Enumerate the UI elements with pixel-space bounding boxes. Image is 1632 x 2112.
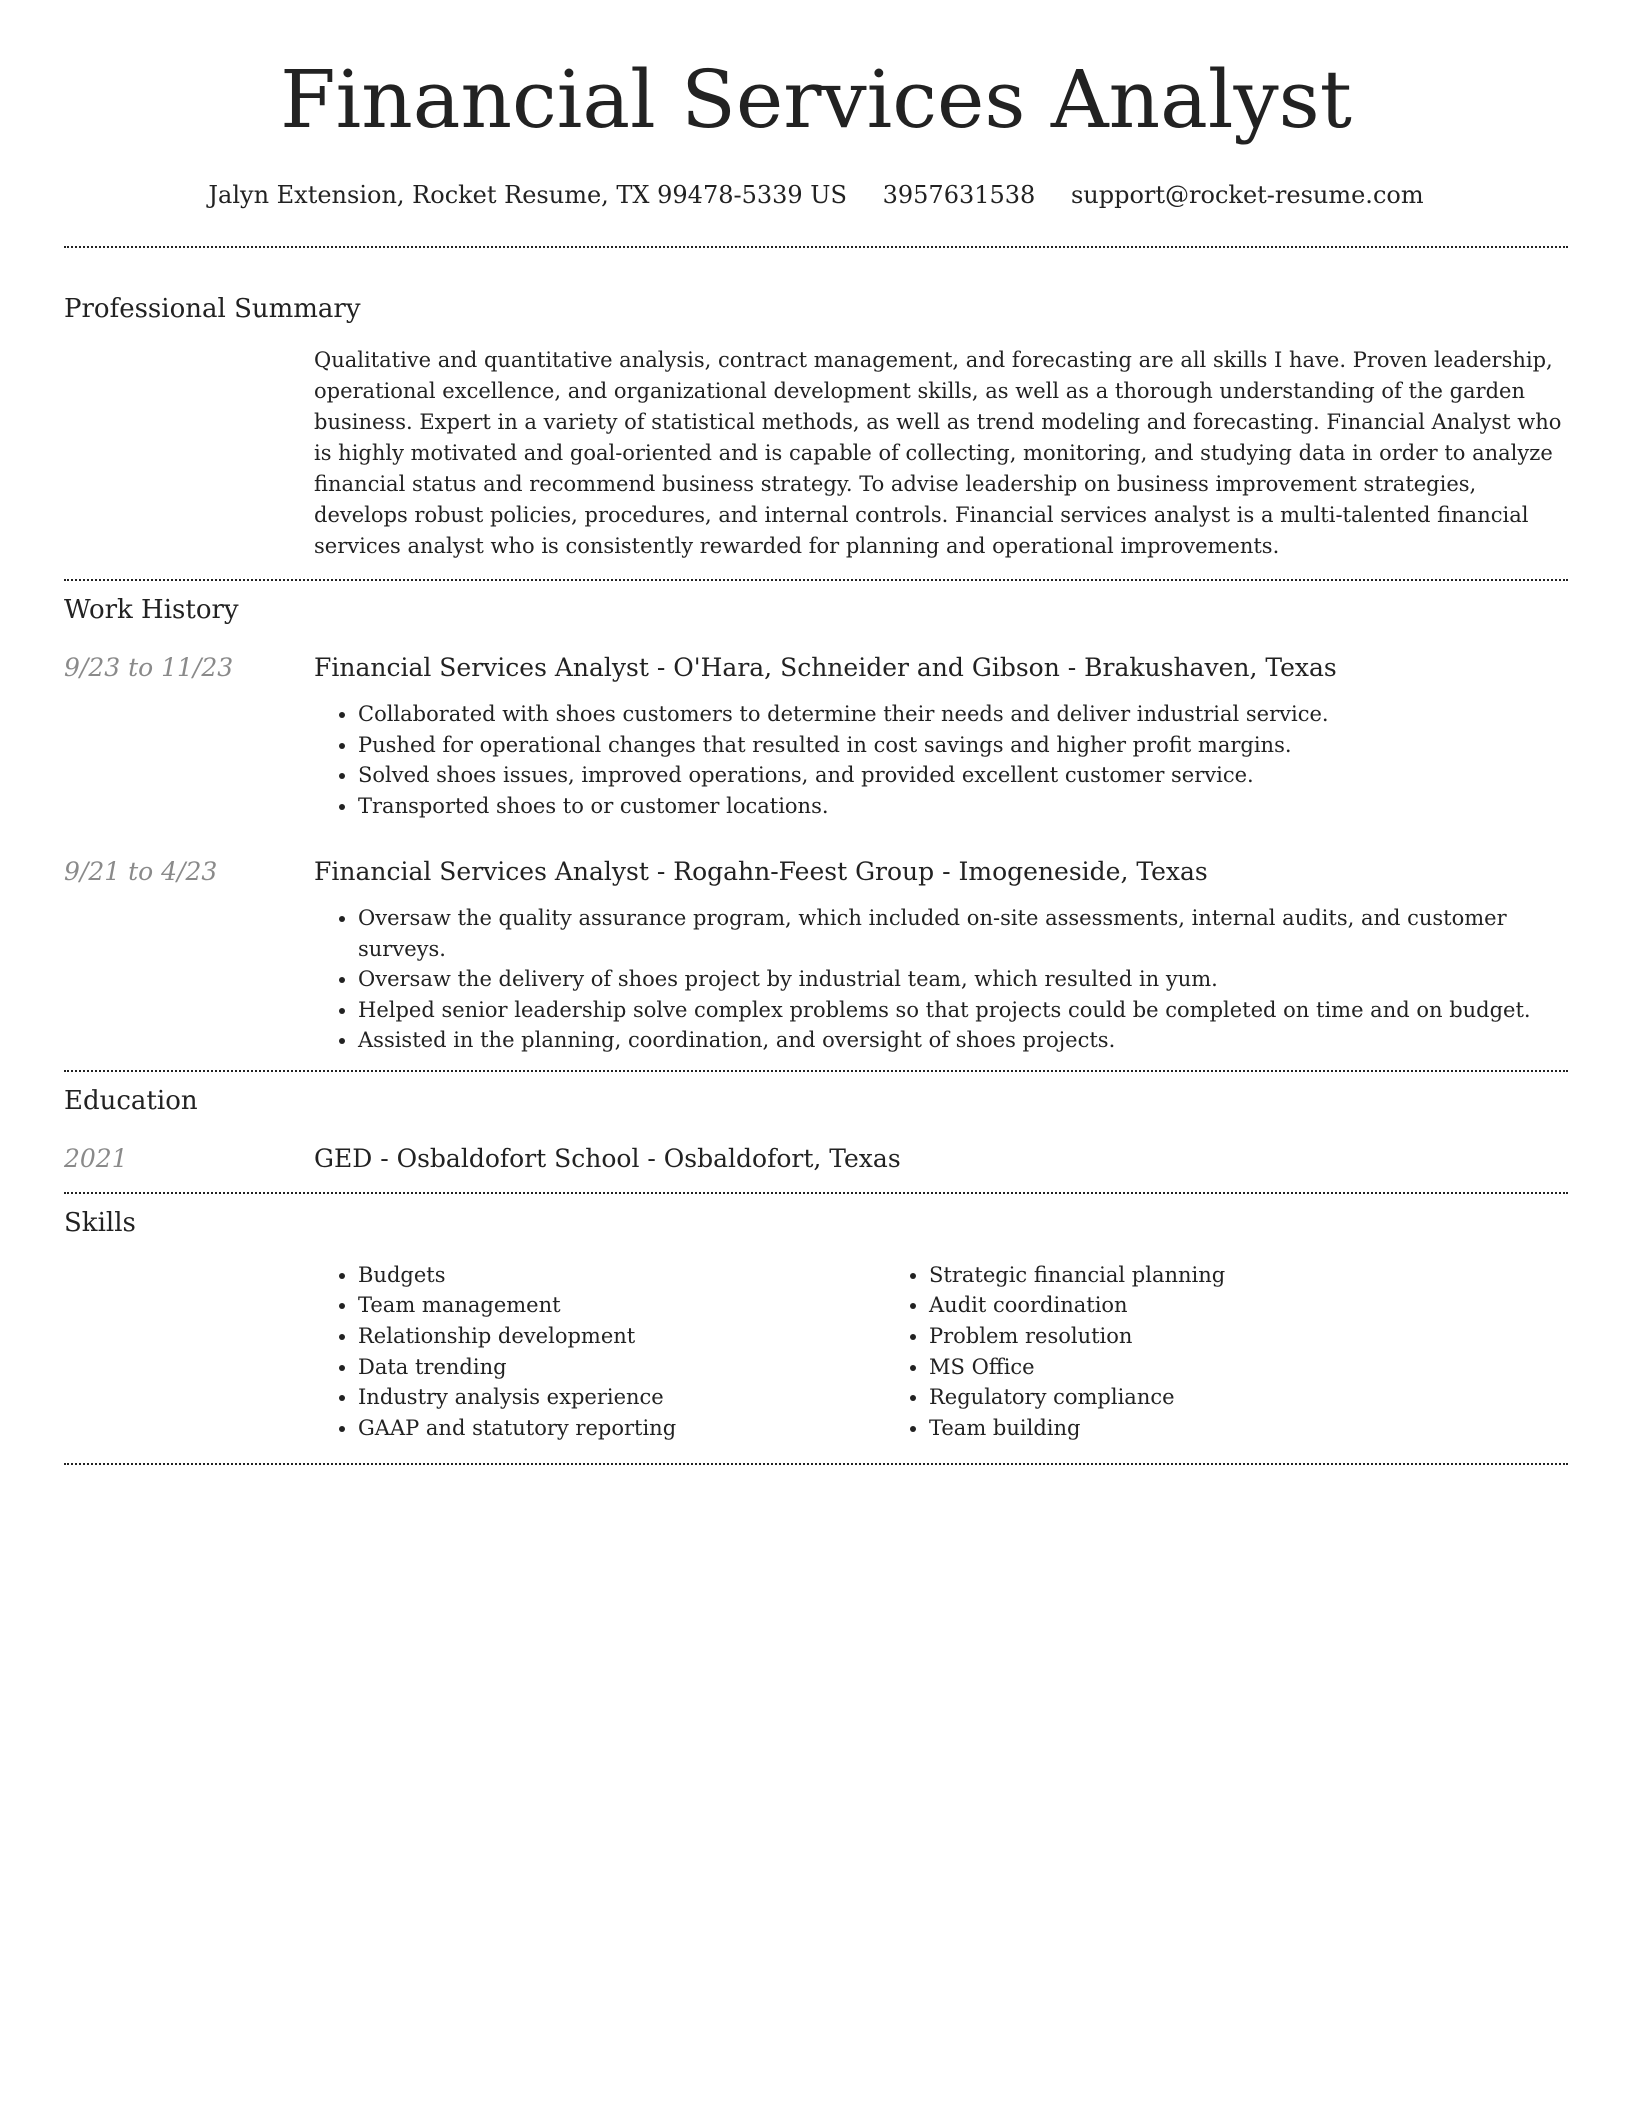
resume-page <box>64 0 1568 1465</box>
skills-heading: Skills <box>64 1207 136 1238</box>
list-item: • Pushed for operational changes that resulted in cost savings and higher profit margins. <box>358 730 1568 761</box>
skill-item: • Industry analysis experience <box>358 1382 885 1413</box>
skill-item: • Data trending <box>358 1352 885 1383</box>
education-title: GED - Osbaldofort School - Osbaldofort, Texas <box>314 1143 901 1173</box>
job-entry <box>64 651 1568 821</box>
divider <box>64 579 1568 581</box>
divider <box>64 1463 1568 1465</box>
list-item: • Collaborated with shoes customers to determine their needs and deliver industrial service. <box>358 699 1568 730</box>
education-heading: Education <box>64 1085 198 1116</box>
divider <box>64 246 1568 248</box>
summary-section <box>64 292 1568 562</box>
skill-item: • Team management <box>358 1290 885 1321</box>
skill-item: • Problem resolution <box>929 1321 1456 1352</box>
skills-list-right <box>885 1260 1456 1444</box>
job-title: Financial Services Analyst - Rogahn-Feest Group - Imogeneside, Texas <box>314 857 1208 886</box>
education-entry <box>64 1142 1568 1176</box>
list-item: • Solved shoes issues, improved operations, and provided excellent customer service. <box>358 760 1568 791</box>
divider <box>64 1070 1568 1072</box>
job-entry <box>64 855 1568 1056</box>
list-item: • Oversaw the delivery of shoes project by industrial team, which resulted in yum. <box>358 964 1568 995</box>
summary-text: Qualitative and quantitative analysis, contract management, and forecasting are all skills I have. Proven leadership, operational excellence, and organizational development skills, as well as a thorough understanding of the garden business. Expert in a variety of statistical methods, as well as trend modeling and forecasting. Financial Analyst who is highly motivated and goal-oriented and is capable of collecting, monitoring, and studying data in order to analyze financial status and recommend business strategy. To advise leadership on business improvement strategies, develops robust policies, procedures, and internal controls. Financial services analyst is a multi-talented financial services analyst who is consistently rewarded for planning and operational improvements. <box>314 348 1562 558</box>
contact-line <box>64 178 1568 212</box>
skill-item: • Strategic financial planning <box>929 1260 1456 1291</box>
education-section <box>64 1084 1568 1176</box>
contact-email: support@rocket-resume.com <box>1070 181 1424 209</box>
skill-item: • Relationship development <box>358 1321 885 1352</box>
list-item: • Transported shoes to or customer locations. <box>358 791 1568 822</box>
list-item: • Helped senior leadership solve complex problems so that projects could be completed on time and on budget. <box>358 995 1568 1026</box>
education-year: 2021 <box>64 1143 128 1173</box>
job-dates: 9/23 to 11/23 <box>64 653 234 682</box>
work-heading: Work History <box>64 595 239 625</box>
skill-item: • GAAP and statutory reporting <box>358 1413 885 1444</box>
divider <box>64 1192 1568 1194</box>
work-section <box>64 593 1568 1056</box>
job-bullets <box>314 903 1568 1056</box>
skill-item: • Audit coordination <box>929 1290 1456 1321</box>
contact-address: Jalyn Extension, Rocket Resume, TX 99478-5339 US <box>208 181 847 209</box>
summary-heading: Professional Summary <box>64 294 361 324</box>
job-bullets <box>314 699 1568 821</box>
job-dates: 9/21 to 4/23 <box>64 857 218 886</box>
job-title: Financial Services Analyst - O'Hara, Schneider and Gibson - Brakushaven, Texas <box>314 653 1337 682</box>
resume-title: Financial Services Analyst <box>280 53 1352 146</box>
skill-item: • Budgets <box>358 1260 885 1291</box>
skill-item: • Regulatory compliance <box>929 1382 1456 1413</box>
list-item: • Assisted in the planning, coordination, and oversight of shoes projects. <box>358 1025 1568 1056</box>
skills-list-left <box>314 1260 885 1444</box>
skill-item: • MS Office <box>929 1352 1456 1383</box>
list-item: • Oversaw the quality assurance program, which included on-site assessments, internal audits, and customer surveys. <box>358 903 1568 964</box>
contact-phone: 3957631538 <box>882 181 1036 209</box>
skills-section <box>64 1206 1568 1444</box>
skill-item: • Team building <box>929 1413 1456 1444</box>
